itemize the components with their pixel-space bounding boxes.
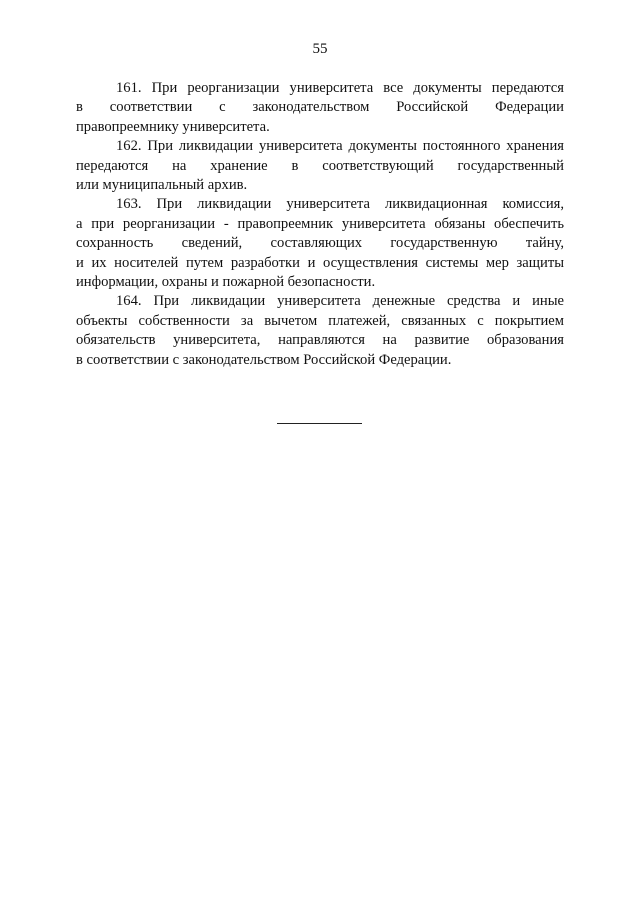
paragraph-line: информации, охраны и пожарной безопасности. xyxy=(76,274,376,291)
paragraph-line: правопреемнику университета. xyxy=(76,118,270,135)
paragraph-162 xyxy=(76,137,564,195)
paragraph-line: 162. При ликвидации университета документы постоянного хранения xyxy=(116,138,564,155)
paragraph-line: обязательств университета, направляются на развитие образования xyxy=(76,332,564,349)
paragraph-line: в соответствии с законодательством Российской Федерации xyxy=(76,99,564,116)
paragraph-line: объекты собственности за вычетом платежей, связанных с покрытием xyxy=(76,312,564,329)
document-body xyxy=(76,79,564,370)
paragraph-line: 161. При реорганизации университета все документы передаются xyxy=(116,80,564,96)
paragraph-164 xyxy=(76,292,564,370)
paragraph-161 xyxy=(76,79,564,137)
paragraph-163 xyxy=(76,195,564,292)
paragraph-line: 164. При ликвидации университета денежные средства и иные xyxy=(116,293,564,310)
end-of-document-rule xyxy=(277,423,362,424)
paragraph-line: сохранность сведений, составляющих государственную тайну, xyxy=(76,235,564,252)
page-number: 55 xyxy=(312,41,328,57)
paragraph-line: 163. При ликвидации университета ликвидационная комиссия, xyxy=(116,196,564,213)
paragraph-line: или муниципальный архив. xyxy=(76,177,248,194)
paragraph-line: и их носителей путем разработки и осуществления системы мер защиты xyxy=(76,254,564,271)
paragraph-line: передаются на хранение в соответствующий государственный xyxy=(76,157,564,174)
paragraph-line: в соответствии с законодательством Российской Федерации. xyxy=(76,351,452,368)
paragraph-line: а при реорганизации - правопреемник университета обязаны обеспечить xyxy=(76,215,564,232)
